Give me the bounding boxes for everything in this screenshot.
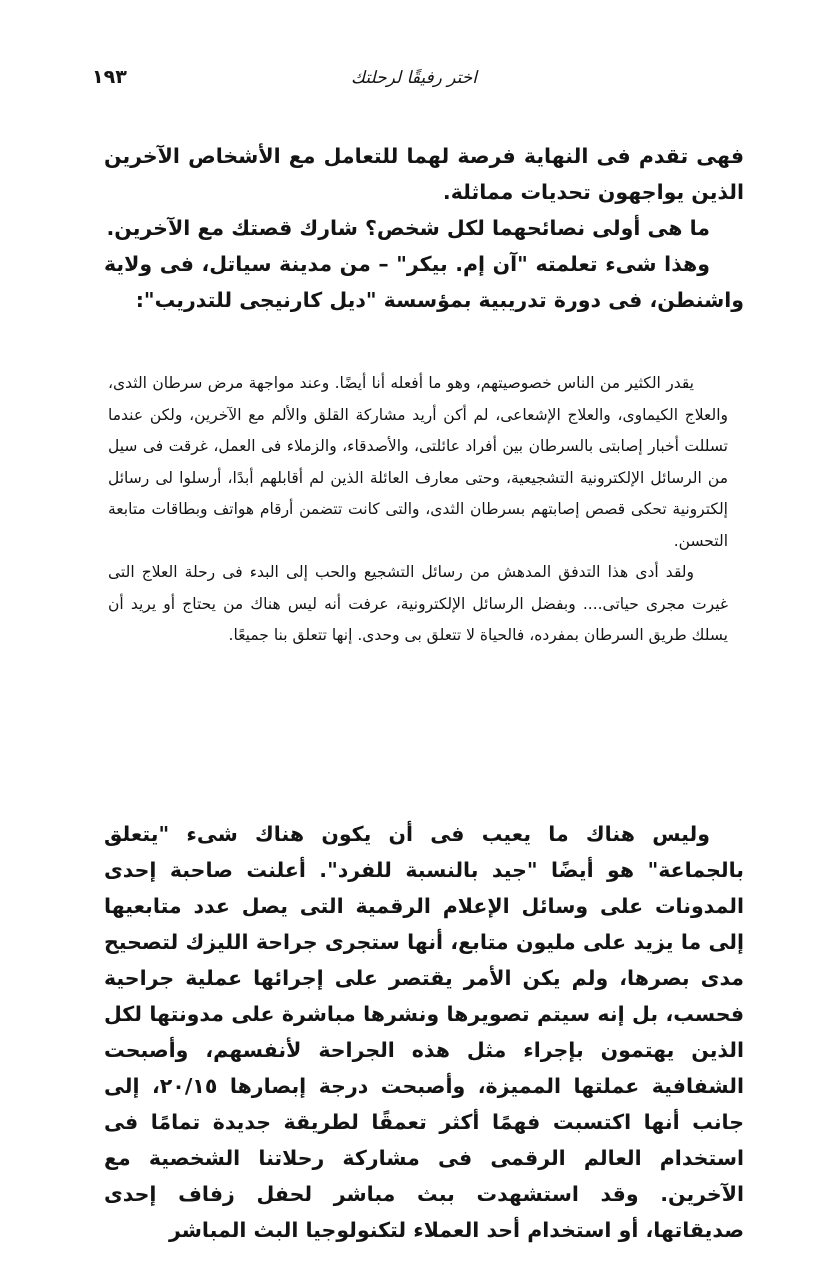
block-quote bbox=[108, 368, 728, 652]
closing-section bbox=[104, 816, 744, 1248]
quote-paragraph-2: ولقد أدى هذا التدفق المدهش من رسائل التشجيع والحب إلى البدء فى رحلة العلاج التى غيرت مجرى حياتى.... وبفضل الرسائل الإلكترونية، عرفت أنه ليس هناك من يحتاج أو يريد أن يسلك طريق السرطان بمفرده، فالحياة لا تتعلق بى وحدى. إنها تتعلق بنا جميعًا. bbox=[108, 563, 728, 644]
intro-paragraph-1: فهى تقدم فى النهاية فرصة لهما للتعامل مع الأشخاص الآخرين الذين يواجهون تحديات مماثلة. bbox=[104, 144, 744, 204]
intro-paragraph-3: وهذا شىء تعلمته "آن إم. بيكر" – من مدينة سياتل، فى ولاية واشنطن، فى دورة تدريبية بمؤسسة "ديل كارنيجى للتدريب": bbox=[104, 252, 744, 312]
intro-paragraph-2: ما هى أولى نصائحهما لكل شخص؟ شارك قصتك مع الآخرين. bbox=[106, 216, 710, 240]
page-number: ١٩٣ bbox=[92, 66, 127, 88]
quote-paragraph-1: يقدر الكثير من الناس خصوصيتهم، وهو ما أفعله أنا أيضًا. وعند مواجهة مرض سرطان الثدى، والعلاج الكيماوى، والعلاج الإشعاعى، لم أكن أريد مشاركة القلق والألم مع الآخرين، ولكن عندما تسللت أخبار إصابتى بالسرطان بين أفراد عائلتى، والأصدقاء، والزملاء فى العمل، غرقت فى سيل من الرسائل الإلكترونية التشجيعية، وحتى معارف العائلة الذين لم أقابلهم أبدًا، أرسلوا لى رسائل إلكترونية تحكى قصص إصابتهم بسرطان الثدى، والتى كانت تتضمن أرقام هواتف وبطاقات متابعة التحسن. bbox=[108, 374, 728, 550]
closing-paragraph: وليس هناك ما يعيب فى أن يكون هناك شىء "يتعلق بالجماعة" هو أيضًا "جيد بالنسبة للفرد". أعلنت صاحبة إحدى المدونات على وسائل الإعلام الرقمية التى يصل عدد متابعيها إلى ما يزيد على مليون متابع، أنها ستجرى جراحة الليزك لتصحيح مدى بصرها، ولم يكن الأمر يقتصر على إجرائها عملية جراحية فحسب، بل إنه سيتم تصويرها ونشرها مباشرة على مدونتها لكل الذين يهتمون بإجراء مثل هذه الجراحة لأنفسهم، وأصبحت الشفافية عملتها المميزة، وأصبحت درجة إبصارها ٢٠/١٥، إلى جانب أنها اكتسبت فهمًا أكثر تعمقًا لطريقة جديدة تمامًا فى استخدام العالم الرقمى فى مشاركة رحلاتنا الشخصية مع الآخرين. وقد استشهدت ببث مباشر لحفل زفاف إحدى صديقاتها، أو استخدام أحد العملاء لتكنولوجيا البث المباشر bbox=[104, 822, 745, 1242]
running-title: اختر رفيقًا لرحلتك bbox=[351, 68, 477, 88]
intro-section bbox=[104, 138, 744, 318]
running-header bbox=[92, 66, 736, 98]
